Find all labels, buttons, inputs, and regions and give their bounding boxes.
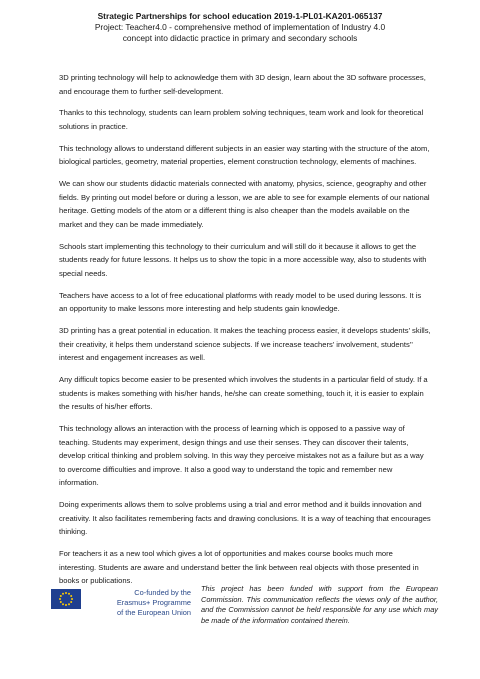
header-project-line-2: concept into didactic practice in primary and secondary schools — [122, 33, 358, 44]
logo-line: Co-funded by the — [134, 588, 191, 597]
erasmus-logo-text — [85, 588, 191, 619]
page-footer — [51, 584, 451, 624]
paragraph: Doing experiments allows them to solve problems using a trial and error method and it builds innovation and creativity. It also facilitates remembering facts and drawing conclusions. It is a way of teaching that encourages thinking. — [59, 500, 431, 537]
paragraph: Any difficult topics become easier to be presented which involves the students in a particular field of study. If a students is makes something with his/her hands, he/she can create something, touch it, it is easier to explain the results of his/her efforts. — [59, 375, 428, 412]
paragraph: For teachers it as a new tool which gives a lot of opportunities and makes course books much more interesting. Students are aware and understand better the link between real objects with those presented in books or publications. — [59, 549, 419, 586]
paragraph: Teachers have access to a lot of free educational platforms with ready model to be used during lessons. It is an opportunity to make lessons more interesting and help students gain knowledge. — [59, 290, 422, 314]
paragraph: We can show our students didactic materials connected with anatomy, physics, science, geography and other fields. By printing out model before or during a lesson, we are able to see for example elements of our national heritage. Getting models of the atom or a different thing is also cheaper than the models available on the market and they can be made immediately. — [59, 179, 430, 229]
paragraph: Thanks to this technology, students can learn problem solving techniques, team work and look for theoretical solutions in practice. — [59, 108, 424, 131]
logo-line: of the European Union — [117, 608, 191, 618]
paragraph: Schools start implementing this technology to their curriculum and will still do it because it allows to get the students ready for future lessons. It helps us to show the topic in a more accessible way, also to students with special needs. — [59, 241, 427, 278]
paragraph: 3D printing technology will help to acknowledge them with 3D design, learn about the 3D software processes, and encourage them to further self-development. — [59, 73, 426, 96]
logo-line: Erasmus+ Programme — [116, 598, 191, 608]
header-title: Strategic Partnerships for school education 2019-1-PL01-KA201-065137 — [97, 11, 383, 21]
page-header — [40, 11, 440, 45]
document-body — [59, 71, 431, 596]
eu-flag-icon — [51, 589, 81, 609]
header-project-line: Project: Teacher4.0 - comprehensive method of implementation of Industry 4.0 — [94, 22, 386, 33]
paragraph: 3D printing has a great potential in education. It makes the teaching process easier, it develops students’ skills, their creativity, it helps them understand science subjects. If we increase teachers’ involvement, students’’ interest and engagement increases as well. — [59, 326, 431, 363]
paragraph: This technology allows to understand different subjects in an easier way starting with the structure of the atom, biological particles, geometry, material properties, element construction technology, elements of machines. — [59, 143, 430, 167]
eu-stars-icon — [51, 589, 81, 609]
paragraph: This technology allows an interaction with the process of learning which is opposed to a passive way of teaching. Students may experiment, design things and use their senses. They can discover their talents, develop critical thinking and problem solving. In this way they perceive mistakes not as a failure but as a way to overcome difficulties and improve. It also a good way to understand the topic and remember new information. — [59, 423, 424, 488]
disclaimer: This project has been funded with support from the European Commission. This communication reflects the views only of the author, and the Commission cannot be held responsible for any use which may be made of the information contained therein. — [201, 584, 438, 625]
